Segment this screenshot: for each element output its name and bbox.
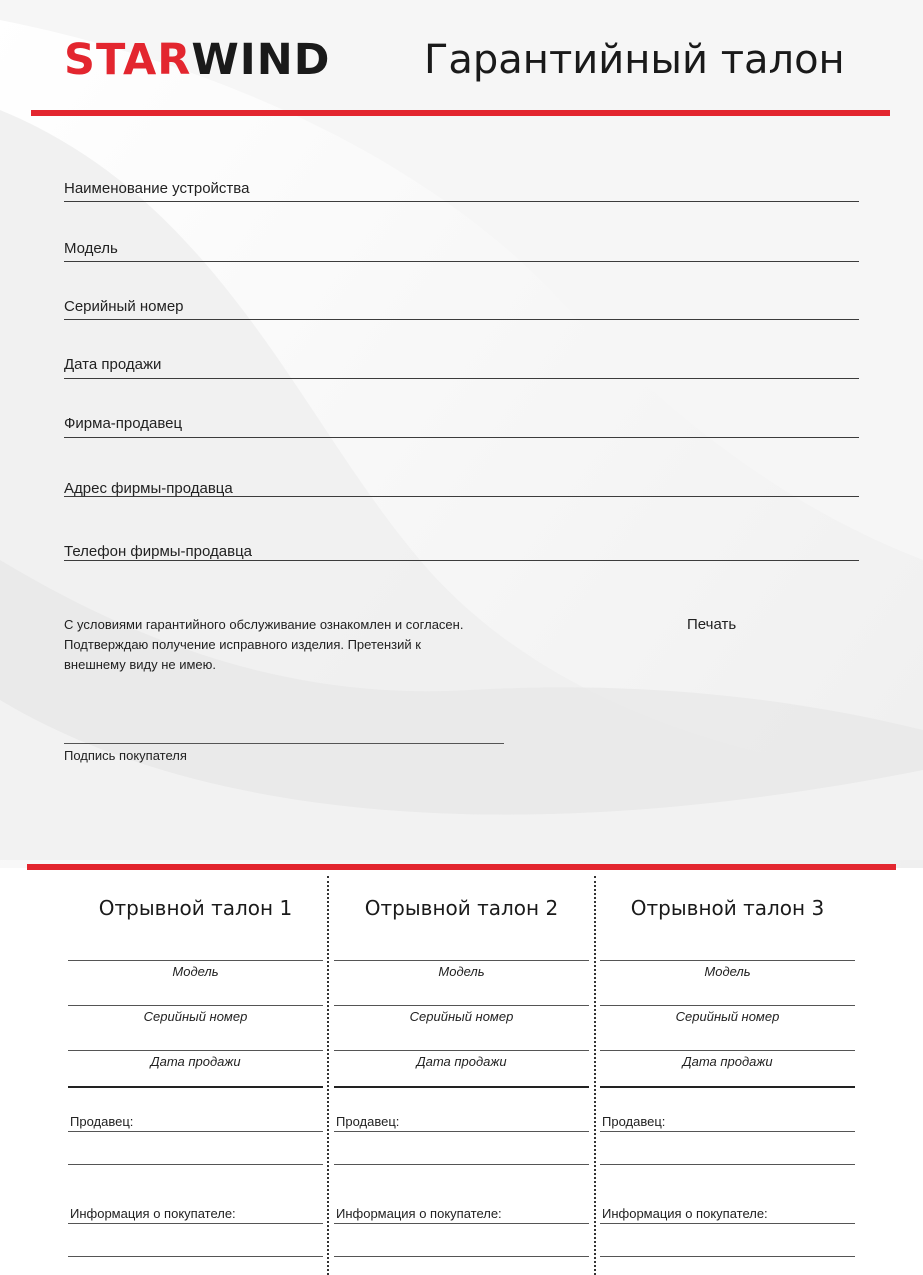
coupon-3-seller-line[interactable]: [600, 1131, 855, 1132]
brand-logo-part2: WIND: [191, 35, 331, 85]
coupon-1-model-line[interactable]: [68, 960, 323, 961]
coupon-2-model-label: Модель: [438, 964, 485, 979]
coupon-2-buyer-line-2[interactable]: [334, 1256, 589, 1257]
field-device-name-label: Наименование устройства: [64, 180, 250, 197]
coupon-2-seller-line[interactable]: [334, 1131, 589, 1132]
coupon-3-separator: [600, 1086, 855, 1088]
coupon-2-buyer-label: Информация о покупателе:: [336, 1206, 502, 1221]
coupon-3-seller-line-2[interactable]: [600, 1164, 855, 1165]
coupon-2-buyer-line[interactable]: [334, 1223, 589, 1224]
field-seller-phone-label: Телефон фирмы-продавца: [64, 543, 253, 560]
coupon-3-date-line[interactable]: [600, 1050, 855, 1051]
coupon-2-date-line[interactable]: [334, 1050, 589, 1051]
tear-line-2: [594, 876, 596, 1275]
coupon-1-buyer-label: Информация о покупателе:: [70, 1206, 236, 1221]
agreement-line-2: Подтверждаю получение исправного изделия. Претензий к: [64, 637, 421, 652]
coupon-1-date-label: Дата продажи: [150, 1054, 241, 1069]
coupon-1-date-line[interactable]: [68, 1050, 323, 1051]
field-model[interactable]: [64, 240, 859, 262]
coupon-1-seller-label: Продавец:: [70, 1114, 134, 1129]
page-title: Гарантийный талон: [424, 37, 845, 83]
agreement-line-3: внешнему виду не имею.: [64, 657, 217, 672]
coupon-3-date-label: Дата продажи: [682, 1054, 773, 1069]
coupon-1-serial-line[interactable]: [68, 1005, 323, 1006]
coupon-1: [68, 876, 323, 1275]
coupon-2: [334, 876, 589, 1275]
coupon-3-serial-line[interactable]: [600, 1005, 855, 1006]
coupon-1-serial-label: Серийный номер: [143, 1009, 248, 1024]
coupon-2-serial-label: Серийный номер: [409, 1009, 514, 1024]
coupon-1-separator: [68, 1086, 323, 1088]
field-seller-phone[interactable]: [64, 543, 859, 561]
field-seller[interactable]: [64, 415, 859, 438]
coupon-2-seller-line-2[interactable]: [334, 1164, 589, 1165]
coupon-3-buyer-label: Информация о покупателе:: [602, 1206, 768, 1221]
coupon-2-serial-line[interactable]: [334, 1005, 589, 1006]
field-sale-date[interactable]: [64, 356, 859, 379]
coupon-2-date-label: Дата продажи: [416, 1054, 507, 1069]
field-device-name[interactable]: [64, 180, 859, 202]
agreement-line-1: С условиями гарантийного обслуживание ознакомлен и согласен.: [64, 617, 464, 632]
agreement-text: [64, 615, 524, 675]
field-serial[interactable]: [64, 298, 859, 320]
coupon-3-seller-label: Продавец:: [602, 1114, 666, 1129]
coupon-2-model-line[interactable]: [334, 960, 589, 961]
brand-logo-part1: STAR: [64, 35, 192, 85]
tear-line-1: [327, 876, 329, 1275]
coupon-2-separator: [334, 1086, 589, 1088]
field-model-label: Модель: [64, 240, 118, 257]
stamp-label: Печать: [687, 616, 737, 633]
top-red-divider: [31, 110, 890, 116]
coupon-1-seller-line[interactable]: [68, 1131, 323, 1132]
coupon-3-model-line[interactable]: [600, 960, 855, 961]
coupon-red-divider: [27, 864, 896, 870]
signature-line[interactable]: [64, 743, 504, 744]
coupon-2-title: Отрывной талон 2: [364, 896, 559, 920]
field-serial-label: Серийный номер: [64, 298, 184, 315]
brand-logo: [64, 36, 330, 84]
field-seller-address-label: Адрес фирмы-продавца: [64, 480, 233, 497]
coupon-2-seller-label: Продавец:: [336, 1114, 400, 1129]
coupon-1-title: Отрывной талон 1: [98, 896, 293, 920]
coupon-3: [600, 876, 855, 1275]
field-sale-date-label: Дата продажи: [64, 356, 162, 373]
coupon-3-serial-label: Серийный номер: [675, 1009, 780, 1024]
coupon-1-buyer-line[interactable]: [68, 1223, 323, 1224]
coupon-1-model-label: Модель: [172, 964, 219, 979]
coupon-1-seller-line-2[interactable]: [68, 1164, 323, 1165]
coupon-1-buyer-line-2[interactable]: [68, 1256, 323, 1257]
field-seller-address[interactable]: [64, 480, 859, 497]
signature-label: Подпись покупателя: [64, 748, 187, 763]
coupon-3-buyer-line[interactable]: [600, 1223, 855, 1224]
coupon-3-buyer-line-2[interactable]: [600, 1256, 855, 1257]
field-seller-label: Фирма-продавец: [64, 415, 183, 432]
coupon-3-title: Отрывной талон 3: [630, 896, 825, 920]
coupon-3-model-label: Модель: [704, 964, 751, 979]
